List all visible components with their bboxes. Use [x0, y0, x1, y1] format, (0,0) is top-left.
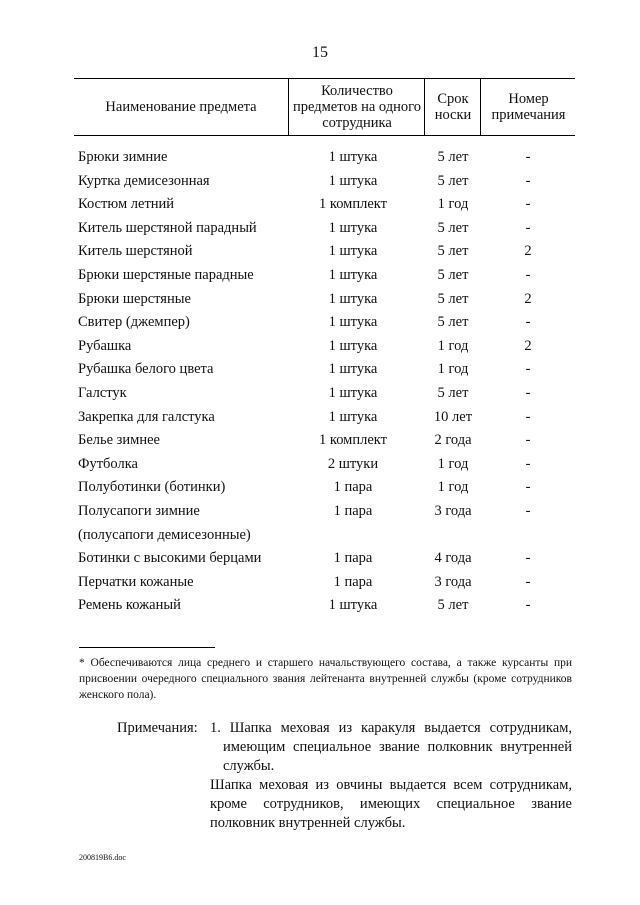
item-name: Китель шерстяной парадный — [78, 219, 257, 236]
item-term: 5 лет — [437, 219, 469, 236]
notes-label: Примечания: — [117, 720, 198, 736]
item-term: 5 лет — [437, 290, 469, 307]
item-name-continued: (полусапоги демисезонные) — [78, 526, 251, 543]
table-row — [0, 170, 640, 194]
item-name: Полусапоги зимние — [78, 502, 200, 519]
header-wear-term: Срок носки — [424, 79, 481, 135]
item-quantity: 1 штука — [328, 337, 378, 354]
item-quantity: 1 комплект — [319, 196, 387, 213]
item-note: - — [525, 408, 531, 425]
item-quantity: 1 штука — [328, 384, 378, 401]
item-name: Рубашка белого цвета — [78, 361, 214, 378]
item-name: Футболка — [78, 455, 138, 472]
item-term: 5 лет — [437, 597, 469, 614]
table-row — [0, 571, 640, 595]
item-term: 2 года — [434, 432, 472, 449]
item-quantity: 1 штука — [328, 219, 378, 236]
table-row — [0, 146, 640, 170]
item-quantity: 1 штука — [328, 314, 378, 331]
item-term: 1 год — [437, 337, 469, 354]
item-quantity: 1 пара — [333, 573, 373, 590]
page-number: 15 — [312, 44, 328, 61]
item-note: - — [525, 314, 531, 331]
item-note: - — [525, 502, 531, 519]
item-note: - — [525, 172, 531, 189]
item-note: - — [525, 432, 531, 449]
note-item-1-continued: Шапка меховая из овчины выдается всем сотрудникам, кроме сотрудников, имеющих специальное звание полковник внутренней службы. — [210, 777, 572, 831]
item-name: Свитер (джемпер) — [78, 314, 190, 331]
item-quantity: 1 штука — [328, 290, 378, 307]
item-name: Галстук — [78, 384, 127, 401]
header-quantity: Количество предметов на одного сотрудника — [288, 79, 425, 135]
table-row — [0, 382, 640, 406]
item-term: 1 год — [437, 455, 469, 472]
item-term: 5 лет — [437, 149, 469, 165]
item-term: 5 лет — [437, 314, 469, 331]
item-name: Перчатки кожаные — [78, 573, 194, 590]
note-item-1: 1. Шапка меховая из каракуля выдается сотрудникам, имеющим специальное звание полковник внутренней службы. — [210, 720, 572, 774]
table-body — [0, 146, 640, 618]
item-name: Ботинки с высокими берцами — [78, 550, 262, 567]
table-row — [0, 264, 640, 288]
item-name: Брюки шерстяные парадные — [78, 266, 254, 283]
table-row — [0, 217, 640, 241]
item-note: - — [525, 196, 531, 213]
table-row — [0, 335, 640, 359]
item-term: 5 лет — [437, 266, 469, 283]
table-row — [0, 476, 640, 500]
item-name: Закрепка для галстука — [78, 408, 215, 425]
item-term: 5 лет — [437, 384, 469, 401]
item-term: 1 год — [437, 196, 469, 213]
header-item-name: Наименование предмета — [105, 99, 257, 115]
table-row — [0, 547, 640, 571]
item-name: Полуботинки (ботинки) — [78, 479, 226, 496]
item-quantity: 1 штука — [328, 408, 378, 425]
item-note: - — [525, 479, 531, 496]
table-row — [0, 193, 640, 217]
item-note: - — [525, 573, 531, 590]
table-row — [0, 594, 640, 618]
item-note: 2 — [524, 243, 532, 260]
item-term: 3 года — [434, 502, 472, 519]
item-name: Куртка демисезонная — [78, 172, 210, 189]
footnote: * Обеспечиваются лица среднего и старшего начальствующего состава, а также курсанты при присвоении очередного специального звания лейтенанта внутренней службы (кроме сотрудников женского пола). — [79, 657, 572, 701]
item-quantity: 1 пара — [333, 550, 373, 567]
item-quantity: 1 штука — [328, 361, 378, 378]
item-quantity: 1 штука — [328, 266, 378, 283]
table-row — [0, 453, 640, 477]
item-quantity: 1 штука — [328, 243, 378, 260]
item-note: 2 — [524, 337, 532, 354]
item-name: Белье зимнее — [78, 432, 160, 449]
item-term: 5 лет — [437, 172, 469, 189]
table-row — [0, 429, 640, 453]
item-note: - — [525, 597, 531, 614]
item-quantity: 1 пара — [333, 502, 373, 519]
item-term: 3 года — [434, 573, 472, 590]
notes-body — [210, 719, 572, 833]
table-row — [0, 358, 640, 382]
item-note: - — [525, 550, 531, 567]
table-row — [0, 406, 640, 430]
item-quantity: 1 пара — [333, 479, 373, 496]
footnote-divider — [79, 647, 215, 648]
item-quantity: 2 штуки — [327, 455, 379, 472]
item-note: - — [525, 219, 531, 236]
item-quantity: 1 штука — [328, 597, 378, 614]
item-quantity: 1 штука — [328, 149, 378, 165]
item-quantity: 1 комплект — [319, 432, 387, 449]
item-note: - — [525, 266, 531, 283]
item-name: Рубашка — [78, 337, 132, 354]
table-row — [0, 311, 640, 335]
item-name: Китель шерстяной — [78, 243, 193, 260]
item-note: - — [525, 361, 531, 378]
table-row — [0, 240, 640, 264]
header-note-number: Номер примечания — [480, 79, 576, 135]
item-term: 1 год — [437, 479, 469, 496]
item-name: Брюки шерстяные — [78, 290, 191, 307]
item-term: 1 год — [437, 361, 469, 378]
item-name: Костюм летний — [78, 196, 175, 213]
item-term: 10 лет — [433, 408, 473, 425]
item-name: Ремень кожаный — [78, 597, 181, 614]
table-row — [0, 500, 640, 547]
item-note: - — [525, 384, 531, 401]
item-note: 2 — [524, 290, 532, 307]
item-note: - — [525, 149, 531, 165]
item-name: Брюки зимние — [78, 149, 168, 165]
item-note: - — [525, 455, 531, 472]
table-row — [0, 288, 640, 312]
item-quantity: 1 штука — [328, 172, 378, 189]
item-term: 5 лет — [437, 243, 469, 260]
document-filename: 200819В6.doc — [79, 853, 126, 862]
item-term: 4 года — [434, 550, 472, 567]
table-header — [74, 78, 575, 136]
